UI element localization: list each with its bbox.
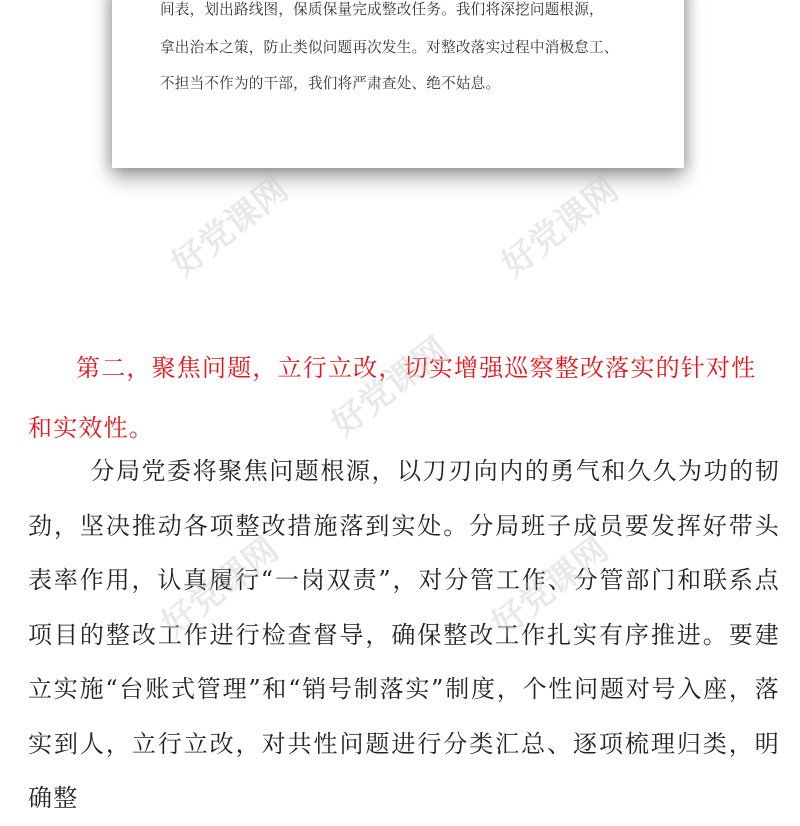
card-line: 拿出治本之策，防止类似问题再次发生。对整改落实过程中消极怠工、 (160, 39, 619, 56)
watermark: 好党课网 (494, 169, 627, 285)
card-line: 不担当不作为的干部，我们将严肃查处、绝不姑息。 (160, 75, 501, 92)
body-paragraph: 分局党委将聚焦问题根源，以刀刃向内的勇气和久久为功的韧劲，坚决推动各项整改措施落到实处。分局班子成员要发挥好带头表率作用，认真履行“一岗双责”，对分管工作、分管部门和联系点项目的整改工作进行检查督导，确保整改工作扎实有序推进。要建立实施“台账式管理”和“销号制落实”制度，个性问题对号入座，落实到人，立行立改，对共性问题进行分类汇总、逐项梳理归类，明确整 (28, 457, 780, 812)
card-line: 间表，划出路线图，保质保量完成整改任务。我们将深挖问题根源， (160, 1, 604, 18)
document-card (112, 0, 684, 168)
watermark: 好党课网 (484, 529, 617, 645)
watermark: 好党课网 (154, 529, 287, 645)
section-heading: 第二，聚焦问题，立行立改，切实增强巡察整改落实的针对性和实效性。 (28, 354, 757, 442)
watermark: 好党课网 (164, 169, 297, 285)
watermark: 好党课网 (324, 329, 457, 445)
